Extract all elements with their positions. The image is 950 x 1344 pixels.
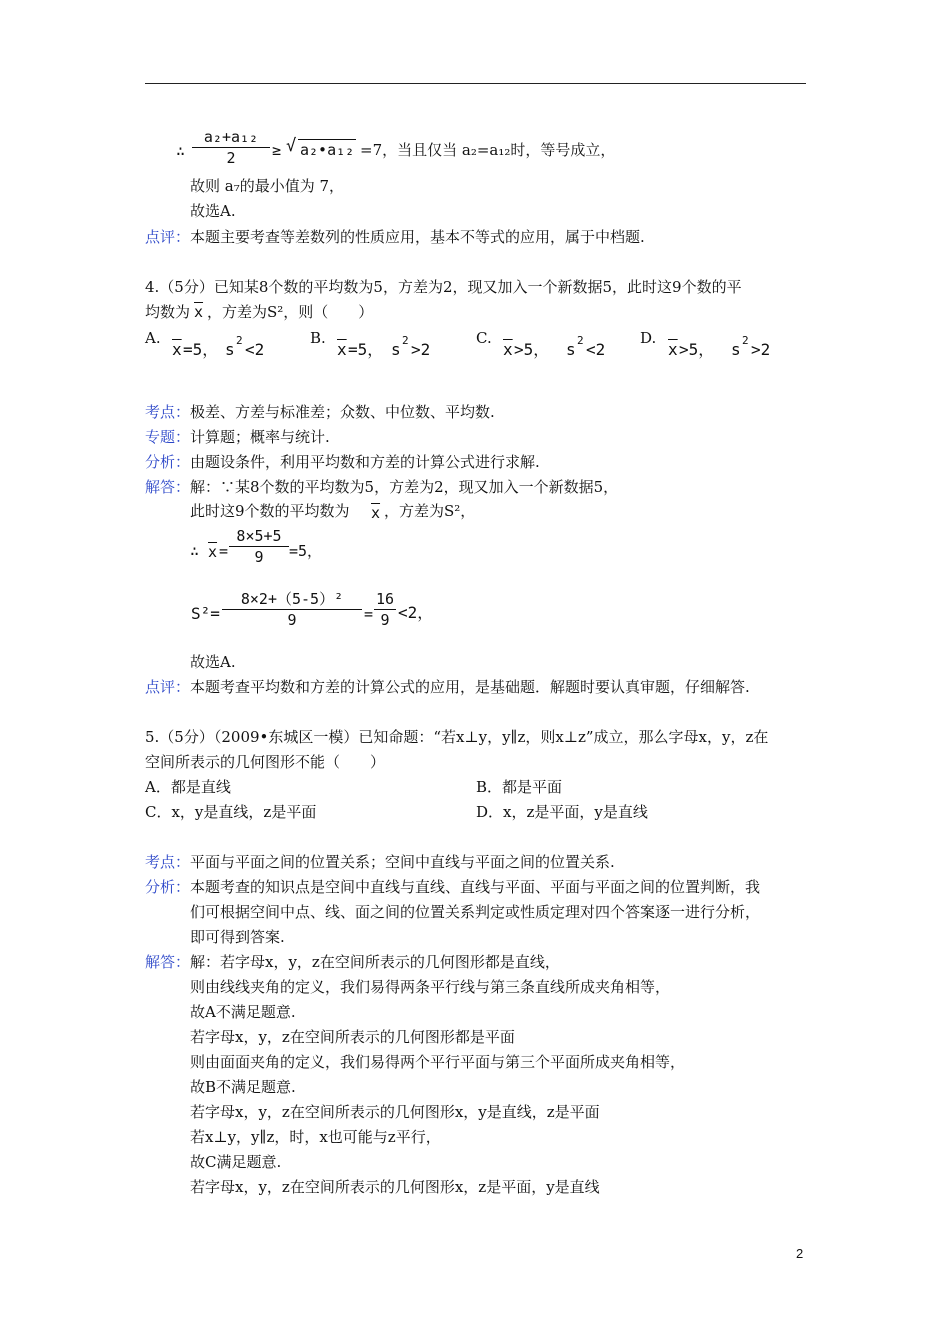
q4-eq2-denominator2: 9 <box>380 611 390 629</box>
q3-numerator: a₂+a₁₂ <box>203 128 259 146</box>
option-square: 2 <box>577 334 584 347</box>
q4-eq2-lhs: S²= <box>191 604 220 623</box>
q4-eq2-tail: <2， <box>398 603 434 622</box>
q5-jieda-line: 若x⊥y，y∥z，时，x也可能与z平行， <box>190 1128 441 1146</box>
option-xbar: $\overline{x}$ <box>503 340 513 359</box>
sqrt-symbol: √ <box>286 136 297 156</box>
q4-comment-label: 点评： <box>145 678 191 696</box>
q5-stem-line1: 5.（5分）（2009•东城区一模）已知命题：“若x⊥y，y∥z，则x⊥z”成立，那么字母x，y，z在 <box>145 728 769 746</box>
q4-eq1-xbar: $\overline{x}$ <box>208 543 218 561</box>
q3-denominator: 2 <box>226 149 236 167</box>
q4-zhuanti: 计算题；概率与统计. <box>190 428 330 446</box>
q3-line3: 故选A. <box>190 202 236 220</box>
q3-sqrt-content: a₂•a₁₂ <box>300 141 355 159</box>
q4-xbar: $\overline{x}$ <box>194 303 204 321</box>
q4-jieda-line2b: ，方差为S²， <box>384 502 476 520</box>
q5-fenxi-line2: 们可根据空间中点、线、面之间的位置关系判定或性质定理对四个答案逐一进行分析， <box>190 903 761 921</box>
q4-eq1-equals: = <box>219 542 229 560</box>
q5-option-d: D．x，z是平面，y是直线 <box>476 803 648 821</box>
q4-fenxi-label: 分析： <box>145 453 191 471</box>
option-mean-relation: =5， <box>183 340 219 359</box>
q4-choose: 故选A. <box>190 653 236 671</box>
q5-jieda-line: 解：若字母x，y，z在空间所表示的几何图形都是直线， <box>190 953 560 971</box>
q4-jieda-label: 解答： <box>145 478 191 496</box>
option-s: s <box>566 340 576 359</box>
option-letter: B. <box>310 329 326 347</box>
q4-eq2-mid: = <box>364 605 374 623</box>
q5-option-c: C．x，y是直线，z是平面 <box>145 803 317 821</box>
header-rule <box>145 83 806 84</box>
option-letter: C. <box>476 329 492 347</box>
q4-eq2-fraction2 <box>374 590 396 629</box>
option-square: 2 <box>236 334 243 347</box>
q5-fenxi-line3: 即可得到答案. <box>190 928 285 946</box>
q3-fraction <box>192 128 270 167</box>
q3-formula-tail: =7，当且仅当 a₂=a₁₂时，等号成立， <box>360 141 616 159</box>
q5-kaodian: 平面与平面之间的位置关系；空间中直线与平面之间的位置关系. <box>190 853 615 871</box>
q5-kaodian-label: 考点： <box>145 853 191 871</box>
page-number: 2 <box>796 1246 804 1261</box>
q5-jieda-line: 若字母x，y，z在空间所表示的几何图形x，y是直线，z是平面 <box>190 1103 600 1121</box>
q3-line2: 故则 a₇的最小值为 7， <box>190 177 345 195</box>
q4-eq2-numerator2: 16 <box>376 590 395 608</box>
q4-jieda-line2a: 此时这9个数的平均数为 <box>190 502 350 520</box>
q4-fenxi: 由题设条件，利用平均数和方差的计算公式进行求解. <box>190 453 540 471</box>
q5-jieda-line: 则由线线夹角的定义，我们易得两条平行线与第三条直线所成夹角相等， <box>190 978 671 996</box>
q3-comment-label: 点评： <box>145 228 191 246</box>
q4-therefore: ∴ <box>190 542 200 560</box>
q4-stem-line2a: 均数为 <box>145 303 191 321</box>
therefore-symbol: ∴ <box>176 142 186 160</box>
option-variance-relation: <2 <box>245 340 265 359</box>
q5-fenxi-line1: 本题考查的知识点是空间中直线与直线、直线与平面、平面与平面之间的位置判断，我 <box>190 878 761 896</box>
q4-eq2-numerator: 8×2+（5-5）² <box>240 590 344 608</box>
option-mean-relation: >5， <box>679 340 715 359</box>
option-square: 2 <box>742 334 749 347</box>
q4-jieda-xbar: $\overline{x}$ <box>371 504 381 522</box>
option-letter: D. <box>640 329 657 347</box>
q3-comment: 本题主要考查等差数列的性质应用，基本不等式的应用，属于中档题. <box>190 228 645 246</box>
option-variance-relation: >2 <box>411 340 431 359</box>
q4-eq1-numerator: 8×5+5 <box>236 527 282 545</box>
q4-eq1-fraction <box>229 527 289 566</box>
q5-jieda-line: 若字母x，y，z在空间所表示的几何图形x，z是平面，y是直线 <box>190 1178 600 1196</box>
q4-stem-line2b: ，方差为S²，则（ ） <box>207 303 374 321</box>
q4-kaodian: 极差、方差与标准差；众数、中位数、平均数. <box>190 403 495 421</box>
q4-stem-line1: 4.（5分）已知某8个数的平均数为5，方差为2，现又加入一个新数据5，此时这9个数的平 <box>145 278 742 296</box>
option-xbar: $\overline{x}$ <box>668 340 678 359</box>
q4-eq1-tail: =5， <box>289 542 323 560</box>
q4-zhuanti-label: 专题： <box>145 428 191 446</box>
q4-eq2-denominator: 9 <box>287 611 297 629</box>
q5-stem-line2: 空间所表示的几何图形不能（ ） <box>145 753 386 771</box>
q4-eq2-fraction <box>222 590 362 629</box>
option-mean-relation: >5， <box>514 340 550 359</box>
q5-jieda-line: 故C满足题意. <box>190 1153 282 1171</box>
option-xbar: $\overline{x}$ <box>337 340 347 359</box>
q5-jieda-line: 若字母x，y，z在空间所表示的几何图形都是平面 <box>190 1028 515 1046</box>
option-letter: A. <box>145 329 161 347</box>
option-variance-relation: >2 <box>751 340 771 359</box>
q4-jieda-line1: 解：∵某8个数的平均数为5，方差为2，现又加入一个新数据5， <box>190 478 619 496</box>
option-variance-relation: <2 <box>586 340 606 359</box>
q5-option-b: B．都是平面 <box>476 778 563 796</box>
q4-comment: 本题考查平均数和方差的计算公式的应用，是基础题．解题时要认真审题，仔细解答. <box>190 678 750 696</box>
option-xbar: $\overline{x}$ <box>172 340 182 359</box>
q4-eq1-denominator: 9 <box>254 548 264 566</box>
option-s: s <box>391 340 401 359</box>
q5-jieda-line: 则由面面夹角的定义，我们易得两个平行平面与第三个平面所成夹角相等， <box>190 1053 686 1071</box>
option-mean-relation: =5， <box>348 340 384 359</box>
option-s: s <box>225 340 235 359</box>
q5-fenxi-label: 分析： <box>145 878 191 896</box>
q3-relation: ≥ <box>272 141 282 159</box>
option-square: 2 <box>402 334 409 347</box>
q4-kaodian-label: 考点： <box>145 403 191 421</box>
q5-jieda-label: 解答： <box>145 953 191 971</box>
option-s: s <box>731 340 741 359</box>
q5-jieda-line: 故B不满足题意. <box>190 1078 296 1096</box>
q5-jieda-line: 故A不满足题意. <box>190 1003 296 1021</box>
q5-option-a: A．都是直线 <box>145 778 231 796</box>
